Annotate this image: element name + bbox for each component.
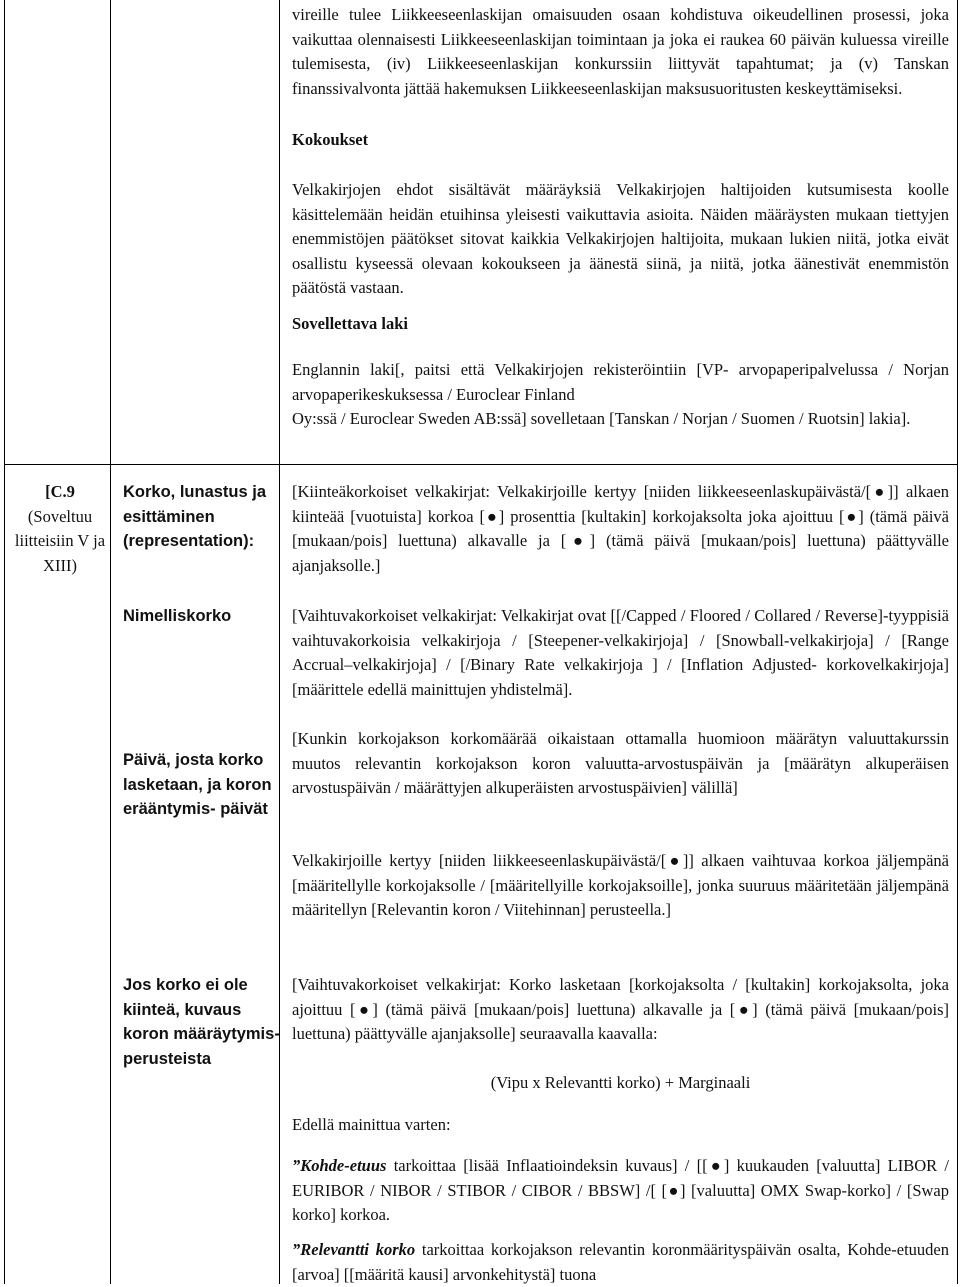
meetings-paragraph: Velkakirjojen ehdot sisältävät määräyksiä Velkakirjojen haltijoiden kutsumisesta koolle käsittelemään heidän etuihinsa yleisesti vaikuttavia asioita. Näiden määräysten mukaan tiettyjen enemmistöjen päätökset sitovat kaikkia Velkakirjojen haltijoita, mukaan lukien niitä, jotka eivät osallistu kyseessä olevaan kokoukseen ja äänestä siinä, ja niitä, jotka äänestivät enemmistön päätöstä vastaan. [292, 180, 949, 297]
relevant-definition-text: tarkoittaa korkojakson relevantin koronmäärityspäivän osalta, Kohde-etuuden [arvoa] [[määritä kausi] arvonkehitystä] tuona [292, 1240, 949, 1284]
law-heading: Sovellettava laki [292, 314, 408, 333]
table-divider-1 [110, 0, 111, 1284]
element-id: [C.9 [45, 482, 75, 501]
underlying-term: ”Kohde-etuus [292, 1156, 387, 1175]
for-above-text: Edellä mainittua varten: [292, 1115, 451, 1134]
calculation-paragraph: [Vaihtuvakorkoiset velkakirjat: Korko lasketaan [korkojaksolta / [kultakin] korkojaksolta, joka ajoittuu [●] (tämä päivä [mukaan/pois] luettuna) alkavalle ja [●] (tämä päivä [mukaan/pois] luettuna) päättyvälle ajanjaksolle] seuraavalla kaavalla: [292, 975, 949, 1043]
fixed-rate-paragraph: [Kiinteäkorkoiset velkakirjat: Velkakirjoille kertyy [niiden liikkeeseenlaskupäivästä/[●]] alkaen kiinteää [vuotuista] korkoa [●] prosenttia [kultakin] korkojaksolta joka ajoittuu [●] (tämä päivä [mukaan/pois] luettuna) alkavalle ja [●] (tämä päivä [mukaan/pois] luettuna) päättyvälle ajanjaksolle.] [292, 482, 949, 575]
table-border-left [4, 0, 5, 1284]
underlying-definition-text: tarkoittaa [lisää Inflaatioindeksin kuvaus] / [[●] kuukauden [valuutta] LIBOR / EURIBOR / NIBOR / STIBOR / CIBOR / BBSW] /[ [●] [valuutta] OMX Swap-korko] / [Swap korko] korkoa. [292, 1156, 949, 1224]
label-dates: Päivä, josta korko lasketaan, ja koron erääntymis- päivät [123, 751, 272, 818]
element-cell [14, 480, 106, 578]
element-note: (Soveltuu liitteisiin V ja XIII) [14, 506, 106, 575]
floating-rate-paragraph: [Vaihtuvakorkoiset velkakirjat: Velkakirjat ovat [[/Capped / Floored / Collared / Reverse]-tyyppisiä vaihtuvakorkoisia velkakirjoja / [Steepener-velkakirjoja] / [Snowball-velkakirjoja] / [Range Accrual–velkakirjoja] / [/Binary Rate velkakirjoja ] / [Inflation Adjusted- korkovelkakirjoja] [määrittele edellä mainittujen yhdistelmä]. [292, 606, 949, 699]
law-paragraph-2: Oy:ssä / Euroclear Sweden AB:ssä] sovelletaan [Tanskan / Norjan / Suomen / Ruotsin] lakia]. [292, 409, 911, 428]
accrual-paragraph: Velkakirjoille kertyy [niiden liikkeeseenlaskupäivästä/[●]] alkaen vaihtuvaa korkoa jäljempänä [määritellylle korkojaksolle / [määritellyille korkojaksoille], jonka suuruus määritetään jäljempänä määritellyn [Relevantin koron / Viitehinnan] perusteella.] [292, 851, 949, 919]
label-basis: Jos korko ei ole kiinteä, kuvaus koron määräytymis- perusteista [123, 976, 280, 1068]
underlying-definition [292, 1154, 949, 1228]
relevant-term: ”Relevantti korko [292, 1240, 416, 1259]
meetings-heading: Kokoukset [292, 130, 369, 149]
row-divider [4, 464, 958, 465]
label-nominal: Nimelliskorko [123, 607, 232, 625]
formula: (Vipu x Relevantti korko) + Marginaali [490, 1073, 751, 1092]
table-border-right [957, 0, 958, 1284]
adjustment-paragraph: [Kunkin korkojakson korkomäärää oikaistaan ottamalla huomioon määrätyn valuuttakurssin muutos relevantin korkojakson koron valuutta-arvostuspäivän ja [määrätyn alkuperäisen arvostuspäivän / määrättyjen alkuperäisten arvostuspäivien] välillä] [292, 729, 949, 797]
continuation-paragraph: vireille tulee Liikkeeseenlaskijan omaisuuden osaan kohdistuva oikeudellinen prosessi, joka vaikuttaa olennaisesti Liikkeeseenlaskijan toimintaan ja joka ei raukea 60 päivän kuluessa vireille tulemisesta, (iv) Liikkeeseenlaskijan konkurssiin liittyvät tapahtumat; ja (v) Tanskan finanssivalvonta jättää hakemuksen Liikkeeseenlaskijan maksusuoritusten keskeyttämiseksi. [292, 5, 949, 98]
label-interest: Korko, lunastus ja esittäminen (representation): [123, 483, 267, 550]
table-divider-2 [279, 0, 280, 1284]
relevant-rate-definition [292, 1238, 949, 1287]
law-paragraph-1: Englannin laki[, paitsi että Velkakirjojen rekisteröintiin [VP- arvopaperipalvelussa / Norjan arvopaperikeskuksessa / Euroclear Finland [292, 360, 949, 404]
